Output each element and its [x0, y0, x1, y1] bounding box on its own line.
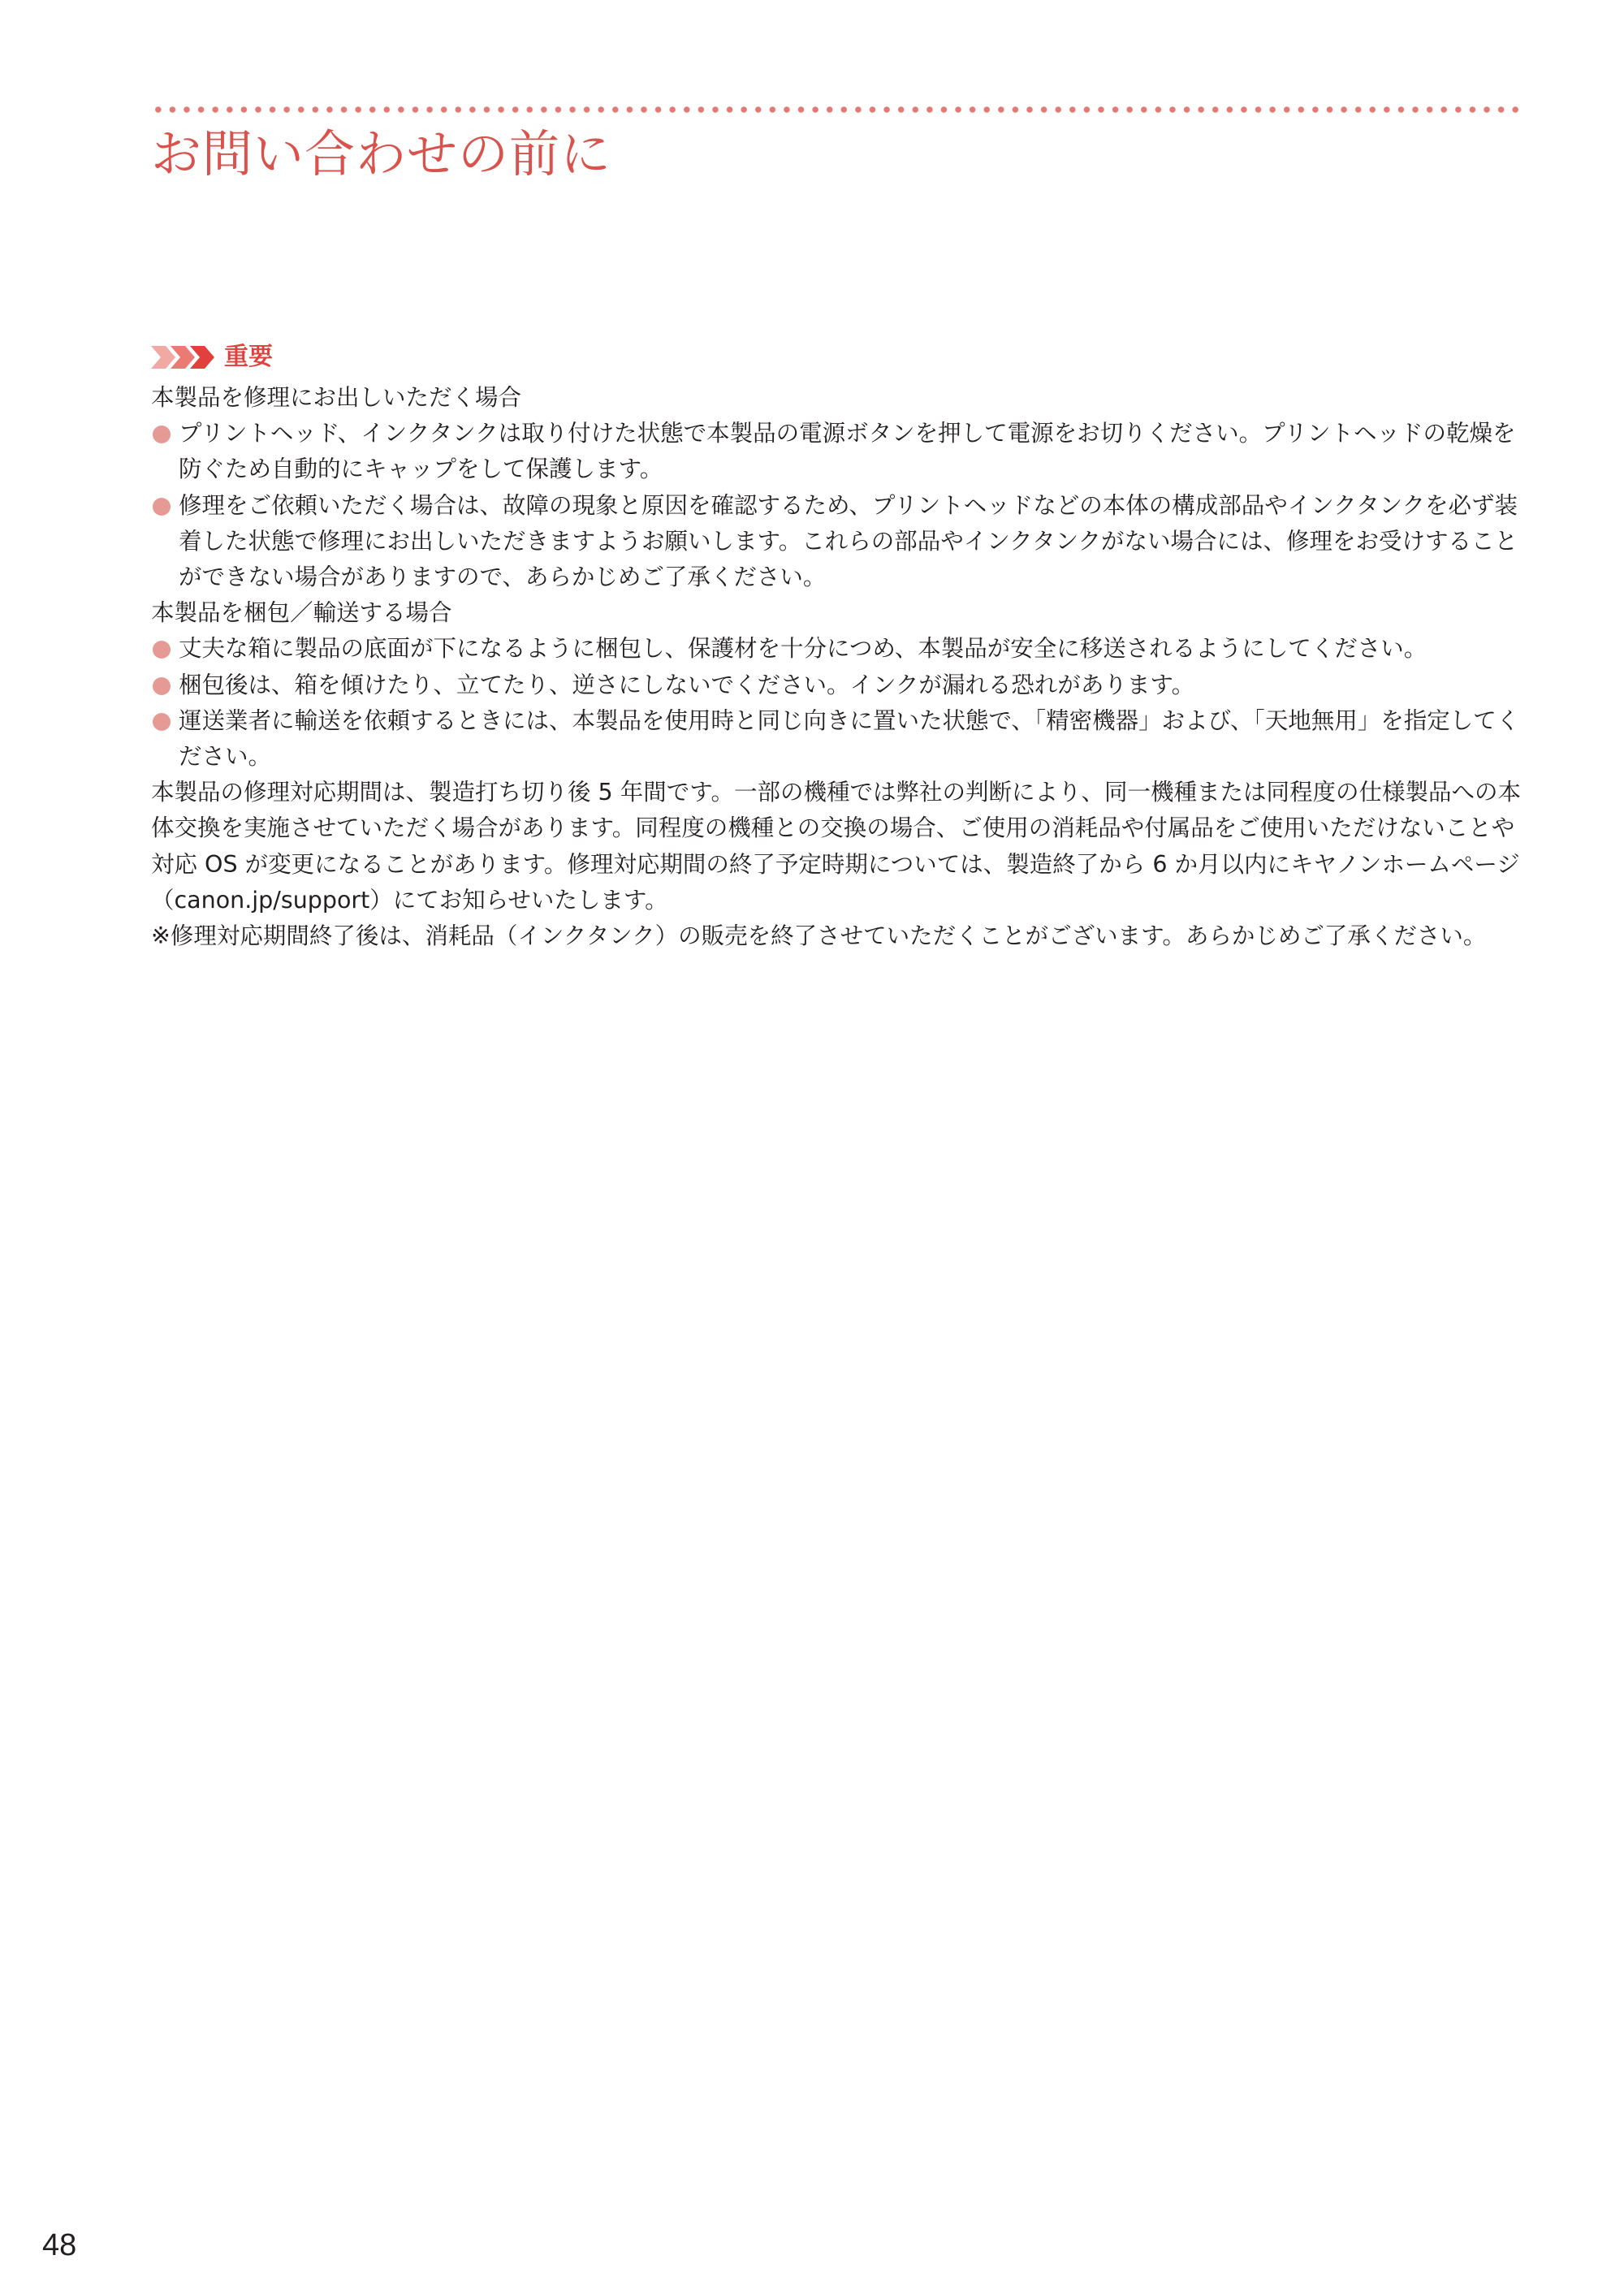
packing-bullet-list — [151, 631, 1531, 775]
list-item — [151, 488, 1531, 596]
bullet-text: 運送業者に輸送を依頼するときには、本製品を使用時と同じ向きに置いた状態で、「精密機器」および、「天地無用」を指定してください。 — [179, 706, 1520, 771]
bullet-icon — [153, 677, 171, 695]
list-item — [151, 703, 1531, 775]
bullet-text: プリントヘッド、インクタンクは取り付けた状態で本製品の電源ボタンを押して電源をお切りください。プリントヘッドの乾燥を防ぐため自動的にキャップをして保護します。 — [179, 420, 1516, 483]
section-heading-repair: 本製品を修理にお出しいただく場合 — [151, 384, 522, 411]
bullet-icon — [153, 426, 171, 443]
page-number: 48 — [42, 2228, 77, 2262]
repair-bullet-list — [151, 416, 1531, 595]
chevron-arrows-icon — [151, 343, 218, 372]
bullet-icon — [153, 713, 171, 731]
important-label: 重要 — [224, 343, 273, 371]
list-item — [151, 631, 1531, 667]
bullet-text: 梱包後は、箱を傾けたり、立てたり、逆さにしないでください。インクが漏れる恐れがあります。 — [179, 671, 1195, 698]
title-dotted-rule — [151, 106, 1523, 114]
repair-period-note: 本製品の修理対応期間は、製造打ち切り後 5 年間です。一部の機種では弊社の判断により、同一機種または同程度の仕様製品への本体交換を実施させていただく場合があります。同程度の機種との交換の場合、ご使用の消耗品や付属品をご使用いただけないことや対応 OS が変更になることがあります。修理対応期間の終了予定時期については、製造終了から 6 か月以内にキヤノンホームページ（canon.jp/support）にてお知らせいたします。 — [151, 779, 1521, 914]
list-item — [151, 416, 1531, 487]
section-heading-packing: 本製品を梱包／輸送する場合 — [151, 599, 452, 627]
important-callout — [151, 339, 273, 375]
bullet-icon — [153, 641, 171, 659]
list-item — [151, 667, 1531, 703]
page-title: お問い合わせの前に — [151, 124, 612, 184]
bullet-text: 修理をご依頼いただく場合は、故障の現象と原因を確認するため、プリントヘッドなどの本体の構成部品やインクタンクを必ず装着した状態で修理にお出しいただきますようお願いします。これらの部品やインクタンクがない場合には、修理をお受けすることができない場合がありますので、あらかじめご了承ください。 — [179, 491, 1518, 591]
bullet-icon — [153, 498, 171, 516]
consumables-note: ※修理対応期間終了後は、消耗品（インクタンク）の販売を終了させていただくことがございます。あらかじめご了承ください。 — [151, 922, 1487, 950]
bullet-text: 丈夫な箱に製品の底面が下になるように梱包し、保護材を十分につめ、本製品が安全に移送されるようにしてください。 — [179, 635, 1427, 663]
important-content — [151, 380, 1531, 954]
